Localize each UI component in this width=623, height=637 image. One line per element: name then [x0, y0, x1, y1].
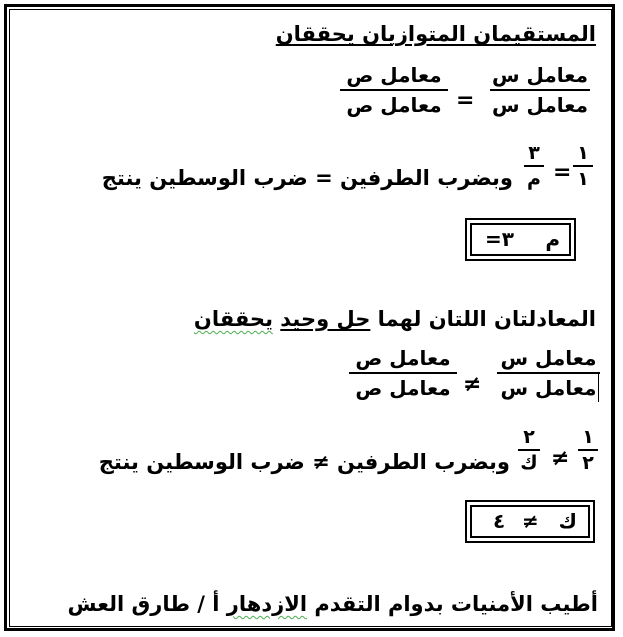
fraction-numerator: معامل س	[500, 346, 597, 370]
not-equal-sign: ≠	[463, 372, 482, 397]
fraction-denominator: معامل ص	[355, 376, 451, 400]
result-box-operator: ≠	[522, 509, 539, 533]
section1-result-text: وبضرب الطرفين = ضرب الوسطين ينتج	[101, 166, 513, 190]
section2-fraction-x	[497, 345, 600, 401]
section1-fraction-y	[340, 62, 448, 118]
section2-title	[194, 307, 596, 331]
fraction-numerator: معامل س	[492, 63, 588, 87]
fraction-bar	[573, 165, 593, 167]
result-box-value: ٤	[493, 509, 506, 533]
fraction-bar	[524, 165, 544, 167]
footer-signature	[68, 592, 598, 616]
fraction-bar	[578, 449, 598, 451]
fraction-numerator: ١	[582, 426, 594, 448]
fraction-denominator: معامل س	[492, 93, 588, 117]
equals-sign: =	[553, 160, 572, 185]
fraction-denominator: معامل ص	[346, 93, 442, 117]
fraction-denominator: معامل س	[500, 376, 597, 400]
text-cursor	[598, 372, 599, 402]
section2-fraction-b	[518, 426, 540, 474]
fraction-bar	[349, 372, 457, 374]
result-box-value: ٣=	[485, 227, 514, 251]
footer-part2: الازدهار	[226, 592, 308, 616]
fraction-numerator: ١	[577, 142, 589, 164]
fraction-bar	[518, 449, 540, 451]
equals-sign: =	[456, 88, 475, 113]
footer-part1: أطيب الأمنيات بدوام التقدم	[314, 592, 598, 616]
section1-title: المستقيمان المتوازيان يحققان	[275, 22, 596, 46]
footer-part3: أ / طارق العش	[67, 592, 220, 616]
fraction-bar	[497, 372, 600, 374]
fraction-numerator: معامل ص	[355, 346, 451, 370]
section2-fraction-y	[349, 345, 457, 401]
fraction-denominator: ١	[577, 168, 589, 190]
result-box-variable: ك	[558, 509, 577, 533]
section1-fraction-b	[524, 142, 544, 190]
section1-fraction-x	[490, 62, 590, 118]
fraction-bar	[340, 89, 448, 91]
fraction-numerator: ٣	[528, 142, 540, 164]
section1-fraction-a	[573, 142, 593, 190]
section2-fraction-a	[578, 426, 598, 474]
section2-result-box	[465, 500, 595, 543]
fraction-bar	[490, 89, 590, 91]
fraction-numerator: معامل ص	[346, 63, 442, 87]
fraction-denominator: ٢	[582, 452, 594, 474]
not-equal-sign: ≠	[551, 446, 570, 471]
result-box-variable: م	[545, 227, 560, 251]
section2-title-part2: حل وحيد	[280, 307, 371, 331]
fraction-denominator: م	[527, 168, 541, 190]
section2-result-text: وبضرب الطرفين ≠ ضرب الوسطين ينتج	[98, 450, 510, 474]
section2-title-part3: يحققان	[193, 307, 273, 331]
section2-title-part1: المعادلتان اللتان لهما	[377, 307, 596, 331]
fraction-numerator: ٢	[523, 426, 535, 448]
section1-result-box	[465, 218, 576, 261]
fraction-denominator: ك	[520, 452, 538, 474]
